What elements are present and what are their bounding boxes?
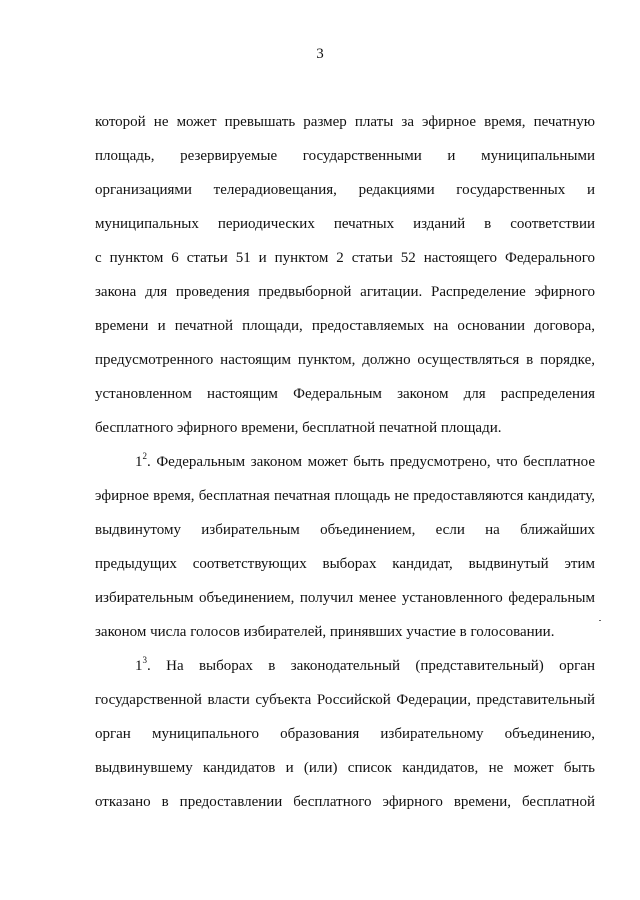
text-line: установленном настоящим Федеральным законом для распределения xyxy=(95,386,595,402)
clause-number: 1 xyxy=(135,454,143,470)
text-line: муниципальных периодических печатных изданий в соответствии xyxy=(95,216,595,232)
text-line: закона для проведения предвыборной агитации. Распределение эфирного xyxy=(95,284,595,300)
text-line: . На выборах в законодательный (представительный) орган xyxy=(147,658,595,674)
text-line: законом числа голосов избирателей, принявших участие в голосовании. xyxy=(95,624,555,640)
text-line: государственной власти субъекта Российской Федерации, представительный xyxy=(95,692,595,708)
text-line: времени и печатной площади, предоставляемых на основании договора, xyxy=(95,318,595,334)
text-line: которой не может превышать размер платы за эфирное время, печатную xyxy=(95,114,595,130)
text-line: выдвинутому избирательным объединением, если на ближайших xyxy=(95,522,595,538)
text-line: отказано в предоставлении бесплатного эфирного времени, бесплатной xyxy=(95,794,595,810)
margin-mark xyxy=(599,620,601,621)
text-line: с пунктом 6 статьи 51 и пунктом 2 статьи 52 настоящего Федерального xyxy=(95,250,595,266)
text-line: бесплатного эфирного времени, бесплатной печатной площади. xyxy=(95,420,502,436)
text-line: предусмотренного настоящим пунктом, должно осуществляться в порядке, xyxy=(95,352,595,368)
clause-superscript: 2 xyxy=(142,451,147,461)
page-number: 3 xyxy=(316,46,324,62)
text-line: избирательным объединением, получил менее установленного федеральным xyxy=(95,590,595,606)
paragraph-first-line xyxy=(95,649,595,683)
text-line: орган муниципального образования избирательному объединению, xyxy=(95,726,595,742)
paragraph-first-line xyxy=(95,445,595,479)
text-line: организациями телерадиовещания, редакциями государственных и xyxy=(95,182,595,198)
text-line: площадь, резервируемые государственными и муниципальными xyxy=(95,148,595,164)
clause-superscript: 3 xyxy=(142,655,147,665)
text-line: выдвинувшему кандидатов и (или) список кандидатов, не может быть xyxy=(95,760,595,776)
text-line: . Федеральным законом может быть предусмотрено, что бесплатное xyxy=(147,454,595,470)
document-body xyxy=(95,105,595,819)
text-line: эфирное время, бесплатная печатная площадь не предоставляются кандидату, xyxy=(95,488,595,504)
text-line: предыдущих соответствующих выборах кандидат, выдвинутый этим xyxy=(95,556,595,572)
clause-number: 1 xyxy=(135,658,143,674)
